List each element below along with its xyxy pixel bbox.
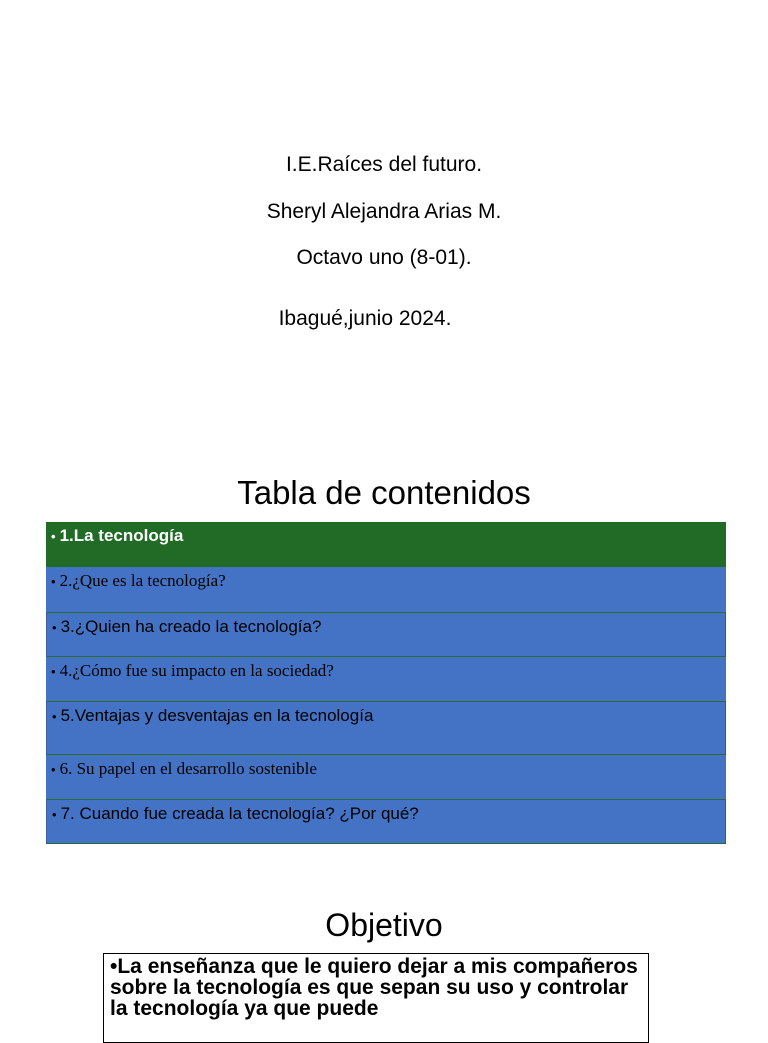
bullet-icon: • xyxy=(51,664,56,679)
toc-item-2 xyxy=(46,567,726,612)
toc-item-label: 4.¿Cómo fue su impacto en la sociedad? xyxy=(59,661,334,680)
toc-item-label: 6. Su papel en el desarrollo sostenible xyxy=(59,759,317,778)
toc-item-label: 2.¿Que es la tecnología? xyxy=(59,571,226,590)
objective-text: •La enseñanza que le quiero dejar a mis compañeros sobre la tecnología es que sepan su uso y controlar la tecnología ya que puede xyxy=(110,955,638,1020)
toc-item-label: 3.¿Quien ha creado la tecnología? xyxy=(60,617,322,636)
bullet-icon: • xyxy=(51,574,56,589)
toc-item-label: 5.Ventajas y desventajas en la tecnología xyxy=(60,706,374,725)
objective-box xyxy=(103,953,649,1043)
toc-item-6 xyxy=(46,755,726,799)
bullet-icon: • xyxy=(52,620,57,635)
toc-title: Tabla de contenidos xyxy=(237,474,531,511)
school-name: I.E.Raíces del futuro. xyxy=(285,153,483,176)
toc-item-7 xyxy=(46,799,726,844)
toc-item-4 xyxy=(46,657,726,701)
bullet-icon: • xyxy=(51,529,56,544)
toc-item-1 xyxy=(46,522,726,567)
bullet-icon: • xyxy=(52,807,57,822)
toc-item-label: 1.La tecnología xyxy=(59,526,184,545)
toc-item-label: 7. Cuando fue creada la tecnología? ¿Por qué? xyxy=(60,804,419,823)
grade-label: Octavo uno (8-01). xyxy=(296,246,472,269)
bullet-icon: • xyxy=(51,762,56,777)
objective-title: Objetivo xyxy=(325,907,443,943)
toc-item-3 xyxy=(46,612,726,657)
toc-item-5 xyxy=(46,701,726,755)
bullet-icon: • xyxy=(52,709,57,724)
table-of-contents xyxy=(46,522,726,844)
place-date: Ibagué,junio 2024. xyxy=(278,307,452,330)
student-name: Sheryl Alejandra Arias M. xyxy=(266,200,502,223)
